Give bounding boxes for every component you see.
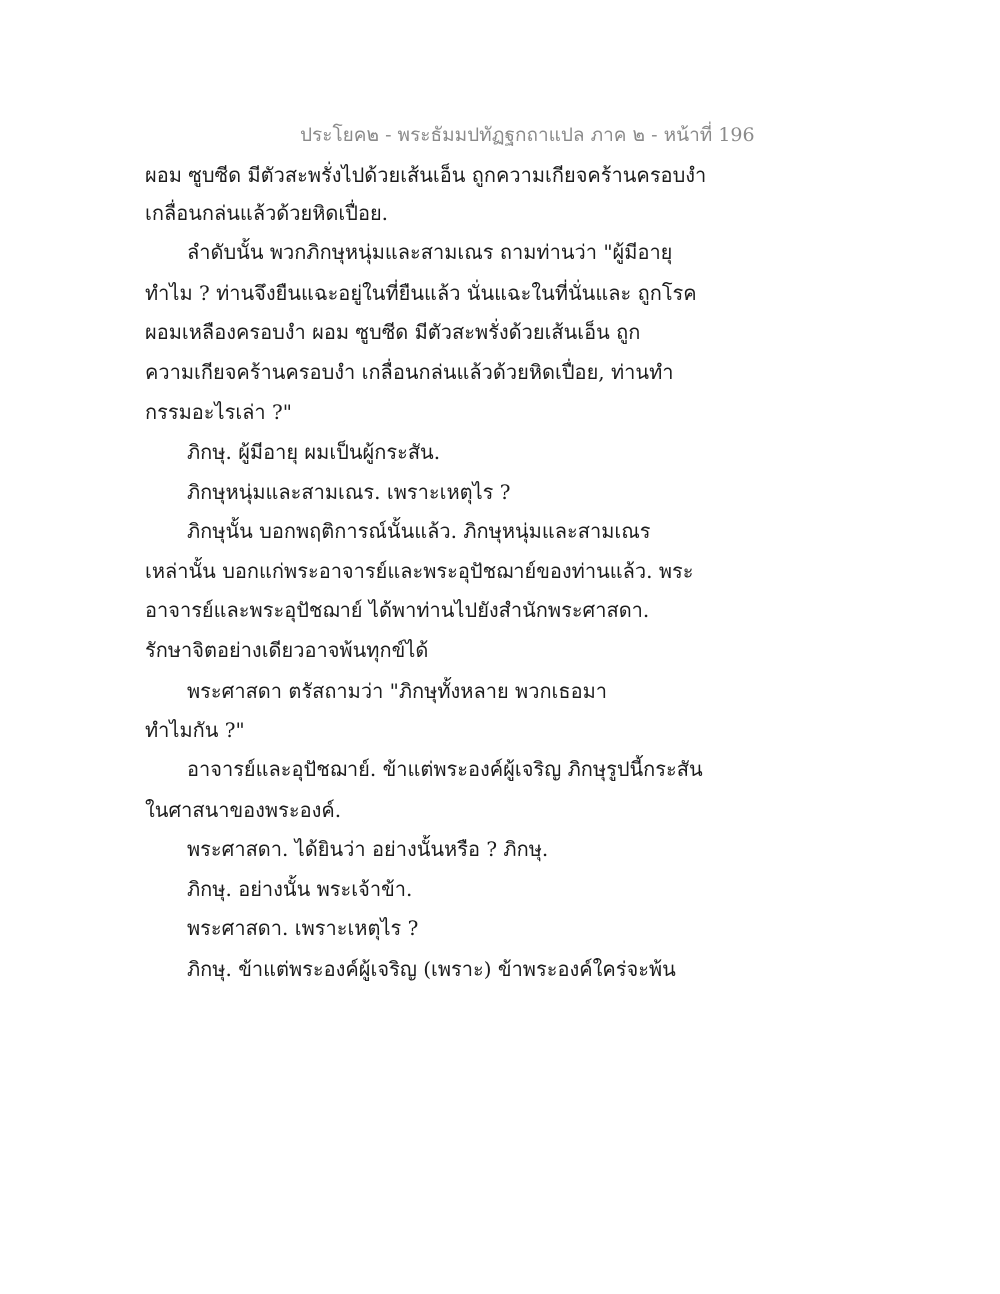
text-line-8: ภิกษุ. ผู้มีอายุ ผมเป็นผู้กระสัน. (187, 440, 441, 464)
text-line-12: อาจารย์และพระอุปัชฌาย์ ได้พาท่านไปยังสำนักพระศาสดา. (145, 598, 650, 622)
text-line-10: ภิกษุนั้น บอกพฤติการณ์นั้นแล้ว. ภิกษุหนุ่มและสามเณร (187, 519, 651, 543)
text-line-18: พระศาสดา. ได้ยินว่า อย่างนั้นหรือ ? ภิกษุ. (187, 837, 549, 861)
text-line-6: ความเกียจคร้านครอบงำ เกลื่อนกล่นแล้วด้วยหิดเปื่อย, ท่านทำ (145, 360, 674, 384)
text-line-19: ภิกษุ. อย่างนั้น พระเจ้าข้า. (187, 877, 413, 901)
text-line-1: ผอม ซูบซีด มีตัวสะพรั่งไปด้วยเส้นเอ็น ถูกความเกียจคร้านครอบงำ (145, 163, 707, 187)
text-line-16: อาจารย์และอุปัชฌาย์. ข้าแต่พระองค์ผู้เจริญ ภิกษุรูปนี้กระสัน (187, 757, 703, 781)
text-line-2: เกลื่อนกล่นแล้วด้วยหิดเปื่อย. (145, 201, 389, 225)
running-header: ประโยค๒ - พระธัมมปทัฏฐกถาแปล ภาค ๒ - หน้าที่ 196 (300, 124, 755, 146)
text-line-13: รักษาจิตอย่างเดียวอาจพ้นทุกข์ได้ (145, 638, 429, 662)
text-line-15: ทำไมกัน ?" (145, 718, 245, 742)
text-line-9: ภิกษุหนุ่มและสามเณร. เพราะเหตุไร ? (187, 480, 511, 504)
text-line-14: พระศาสดา ตรัสถามว่า "ภิกษุทั้งหลาย พวกเธอมา (187, 679, 608, 703)
text-line-20: พระศาสดา. เพราะเหตุไร ? (187, 916, 419, 940)
text-line-4: ทำไม ? ท่านจึงยืนแฉะอยู่ในที่ยืนแล้ว นั่นแฉะในที่นั่นและ ถูกโรค (145, 281, 697, 305)
text-line-5: ผอมเหลืองครอบงำ ผอม ซูบซีด มีตัวสะพรั่งด้วยเส้นเอ็น ถูก (145, 320, 641, 344)
text-line-21: ภิกษุ. ข้าแต่พระองค์ผู้เจริญ (เพราะ) ข้าพระองค์ใคร่จะพ้น (187, 957, 676, 981)
text-line-3: ลำดับนั้น พวกภิกษุหนุ่มและสามเณร ถามท่านว่า "ผู้มีอายุ (187, 240, 673, 264)
text-line-11: เหล่านั้น บอกแก่พระอาจารย์และพระอุปัชฌาย์ของท่านแล้ว. พระ (145, 559, 694, 583)
text-line-7: กรรมอะไรเล่า ?" (145, 400, 292, 424)
text-line-17: ในศาสนาของพระองค์. (145, 798, 342, 822)
